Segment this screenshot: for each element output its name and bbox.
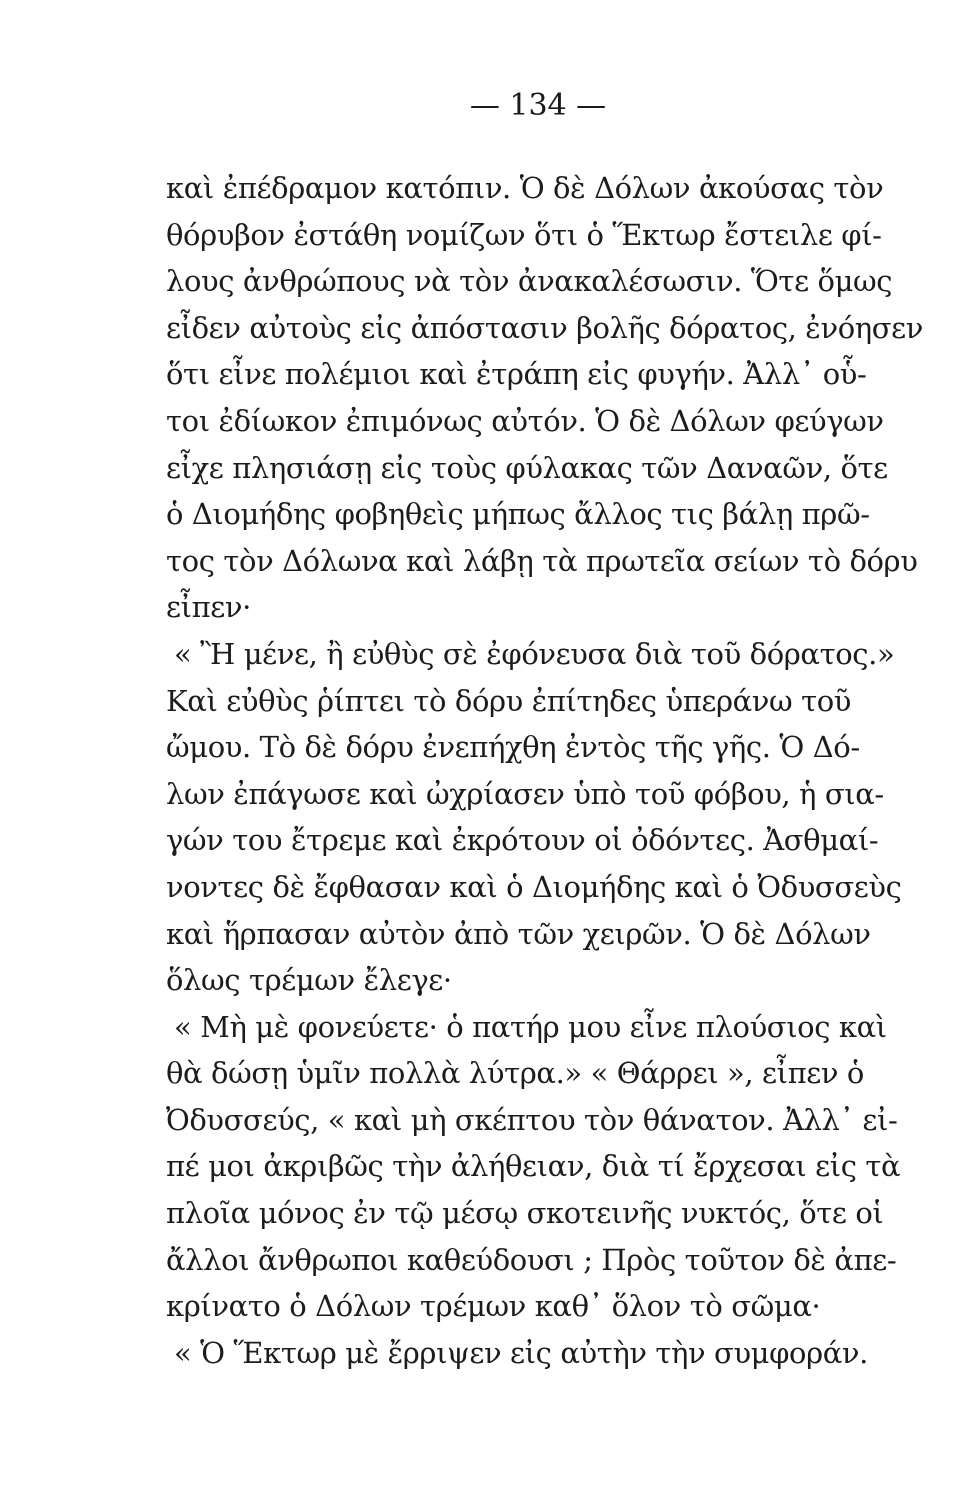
- text-line: Ὀδυσσεύς, « καὶ μὴ σκέπτου τὸν θάνατον. Ἀλλ᾽ εἰ-: [166, 1102, 898, 1137]
- text-line: εἶδεν αὐτοὺς εἰς ἀπόστασιν βολῆς δόρατος, ἐνόησεν: [166, 310, 923, 345]
- text-line: « Ὁ Ἕκτωρ μὲ ἔρριψεν εἰς αὐτὴν τὴν συμφοράν.: [174, 1335, 868, 1370]
- text-line: θὰ δώσῃ ὑμῖν πολλὰ λύτρα.» « Θάρρει », εἶπεν ὁ: [166, 1056, 864, 1091]
- text-line: « Ἢ μένε, ἢ εὐθὺς σὲ ἐφόνευσα διὰ τοῦ δόρατος.»: [174, 636, 895, 671]
- text-line: ὅτι εἶνε πολέμιοι καὶ ἐτράπη εἰς φυγήν. Ἀλλ᾽ οὗ-: [166, 357, 867, 392]
- text-line: καὶ ἥρπασαν αὐτὸν ἀπὸ τῶν χειρῶν. Ὁ δὲ Δόλων: [166, 916, 871, 951]
- text-line: λων ἐπάγωσε καὶ ὠχρίασεν ὑπὸ τοῦ φόβου, ἡ σια-: [166, 776, 884, 811]
- text-line: Καὶ εὐθὺς ῥίπτει τὸ δόρυ ἐπίτηδες ὑπεράνω τοῦ: [166, 683, 852, 718]
- text-line: λους ἀνθρώπους νὰ τὸν ἀνακαλέσωσιν. Ὅτε ὅμως: [166, 264, 893, 299]
- text-line: νοντες δὲ ἔφθασαν καὶ ὁ Διομήδης καὶ ὁ Ὀδυσσεὺς: [166, 869, 902, 904]
- page-number: — 134 —: [469, 88, 607, 123]
- text-line: τος τὸν Δόλωνα καὶ λάβῃ τὰ πρωτεῖα σείων τὸ δόρυ: [166, 543, 918, 578]
- text-line: κρίνατο ὁ Δόλων τρέμων καθ᾽ ὅλον τὸ σῶμα·: [166, 1289, 821, 1324]
- text-line: καὶ ἐπέδραμον κατόπιν. Ὁ δὲ Δόλων ἀκούσας τὸν: [166, 171, 884, 205]
- text-line: ὤμου. Τὸ δὲ δόρυ ἐνεπήχθη ἐντὸς τῆς γῆς. Ὁ Δό-: [166, 730, 860, 765]
- text-line: πέ μοι ἀκριβῶς τὴν ἀλήθειαν, διὰ τί ἔρχεσαι εἰς τὰ: [166, 1149, 901, 1184]
- text-line: εἶπεν·: [166, 590, 251, 625]
- text-line: ὁ Διομήδης φοβηθεὶς μήπως ἄλλος τις βάλῃ πρῶ-: [166, 497, 870, 532]
- page-text: [166, 165, 934, 1376]
- text-line: τοι ἐδίωκον ἐπιμόνως αὐτόν. Ὁ δὲ Δόλων φεύγων: [166, 403, 884, 438]
- text-line: πλοῖα μόνος ἐν τῷ μέσῳ σκοτεινῆς νυκτός, ὅτε οἱ: [166, 1196, 884, 1231]
- text-line: εἶχε πλησιάσῃ εἰς τοὺς φύλακας τῶν Δαναῶν, ὅτε: [166, 450, 888, 485]
- text-line: ὅλως τρέμων ἔλεγε·: [166, 963, 452, 998]
- text-line: « Μὴ μὲ φονεύετε· ὁ πατήρ μου εἶνε πλούσιος καὶ: [174, 1009, 887, 1044]
- text-line: θόρυβον ἐστάθη νομίζων ὅτι ὁ Ἕκτωρ ἔστειλε φί-: [166, 217, 882, 252]
- text-line: ἄλλοι ἄνθρωποι καθεύδουσι ; Πρὸς τοῦτον δὲ ἀπε-: [166, 1242, 897, 1277]
- text-line: γών του ἔτρεμε καὶ ἐκρότουν οἱ ὀδόντες. Ἀσθμαί-: [166, 823, 879, 858]
